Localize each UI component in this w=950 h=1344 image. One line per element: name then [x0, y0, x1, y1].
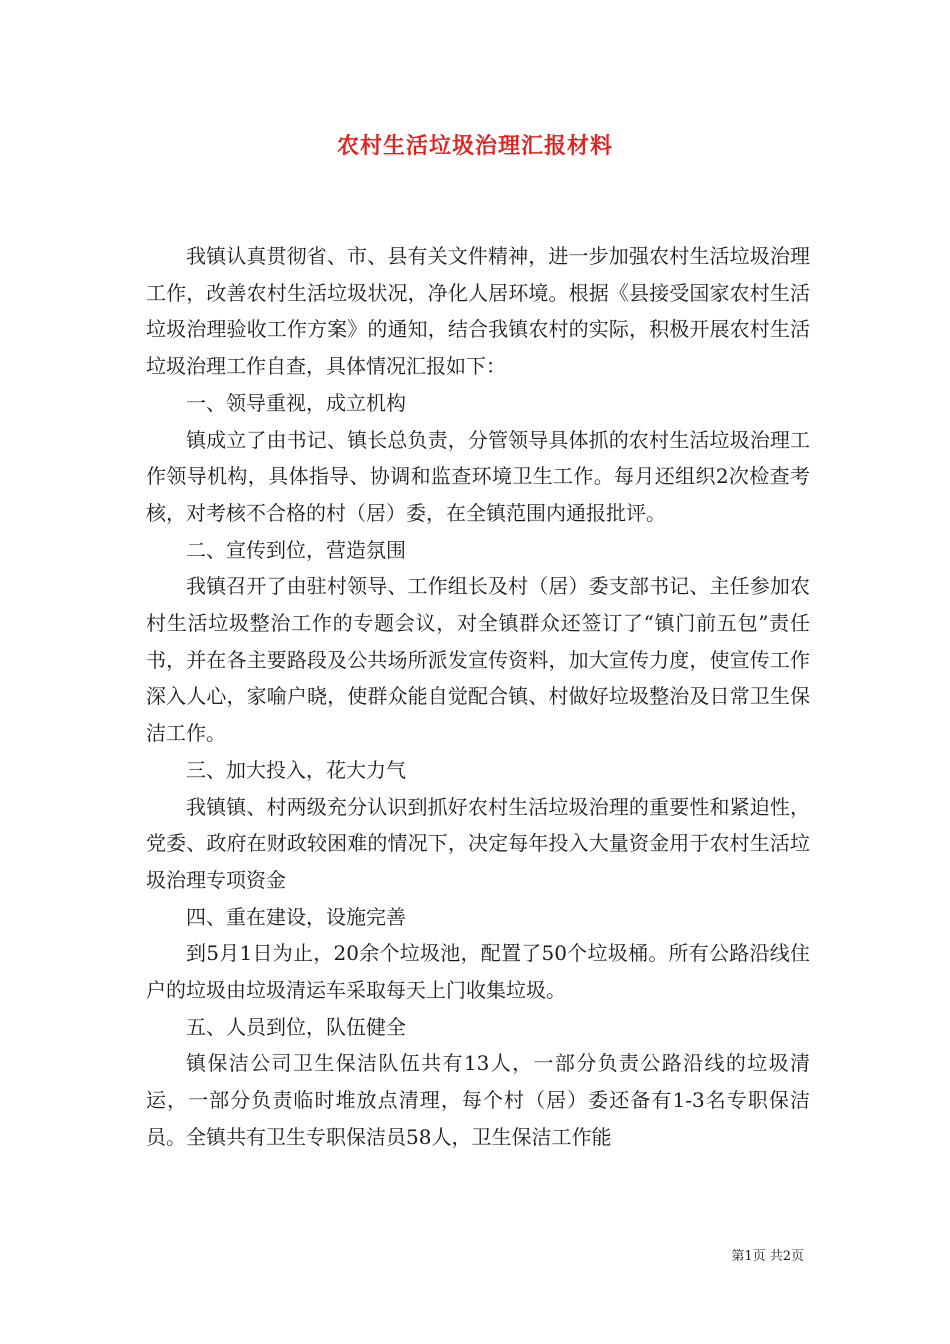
section-paragraph-3: 我镇镇、村两级充分认识到抓好农村生活垃圾治理的重要性和紧迫性，党委、政府在财政较困难的情况下，决定每年投入大量资金用于农村生活垃圾治理专项资金: [146, 794, 810, 892]
page-title: 农村生活垃圾治理汇报材料: [336, 133, 613, 159]
section-paragraph-1: 镇成立了由书记、镇长总负责，分管领导具体抓的农村生活垃圾治理工作领导机构，具体指导、协调和监查环境卫生工作。每月还组织2次检查考核，对考核不合格的村（居）委，在全镇范围内通报批评。: [146, 427, 810, 525]
section-heading-5: 五、人员到位，队伍健全: [186, 1014, 406, 1039]
document-body: [146, 238, 810, 1156]
section-heading-4: 四、重在建设，设施完善: [186, 904, 406, 929]
section-paragraph-5: 镇保洁公司卫生保洁队伍共有13人，一部分负责公路沿线的垃圾清运，一部分负责临时堆放点清理，每个村（居）委还备有1-3名专职保洁员。全镇共有卫生专职保洁员58人，卫生保洁工作能: [146, 1051, 810, 1149]
section-heading-1: 一、领导重视，成立机构: [186, 390, 406, 415]
section-heading-3: 三、加大投入，花大力气: [186, 757, 406, 782]
section-heading-2: 二、宣传到位，营造氛围: [186, 537, 406, 562]
section-paragraph-2: 我镇召开了由驻村领导、工作组长及村（居）委支部书记、主任参加农村生活垃圾整治工作的专题会议，对全镇群众还签订了“镇门前五包”责任书，并在各主要路段及公共场所派发宣传资料，加大宣传力度，使宣传工作深入人心，家喻户晓，使群众能自觉配合镇、村做好垃圾整治及日常卫生保洁工作。: [146, 574, 810, 746]
page-number: 第1页 共2页: [731, 1249, 804, 1264]
intro-paragraph: 我镇认真贯彻省、市、县有关文件精神，进一步加强农村生活垃圾治理工作，改善农村生活垃圾状况，净化人居环境。根据《县接受国家农村生活垃圾治理验收工作方案》的通知，结合我镇农村的实际，积极开展农村生活垃圾治理工作自查，具体情况汇报如下：: [146, 244, 810, 379]
section-paragraph-4: 到5月1日为止，20余个垃圾池，配置了50个垃圾桶。所有公路沿线住户的垃圾由垃圾清运车采取每天上门收集垃圾。: [146, 941, 810, 1003]
